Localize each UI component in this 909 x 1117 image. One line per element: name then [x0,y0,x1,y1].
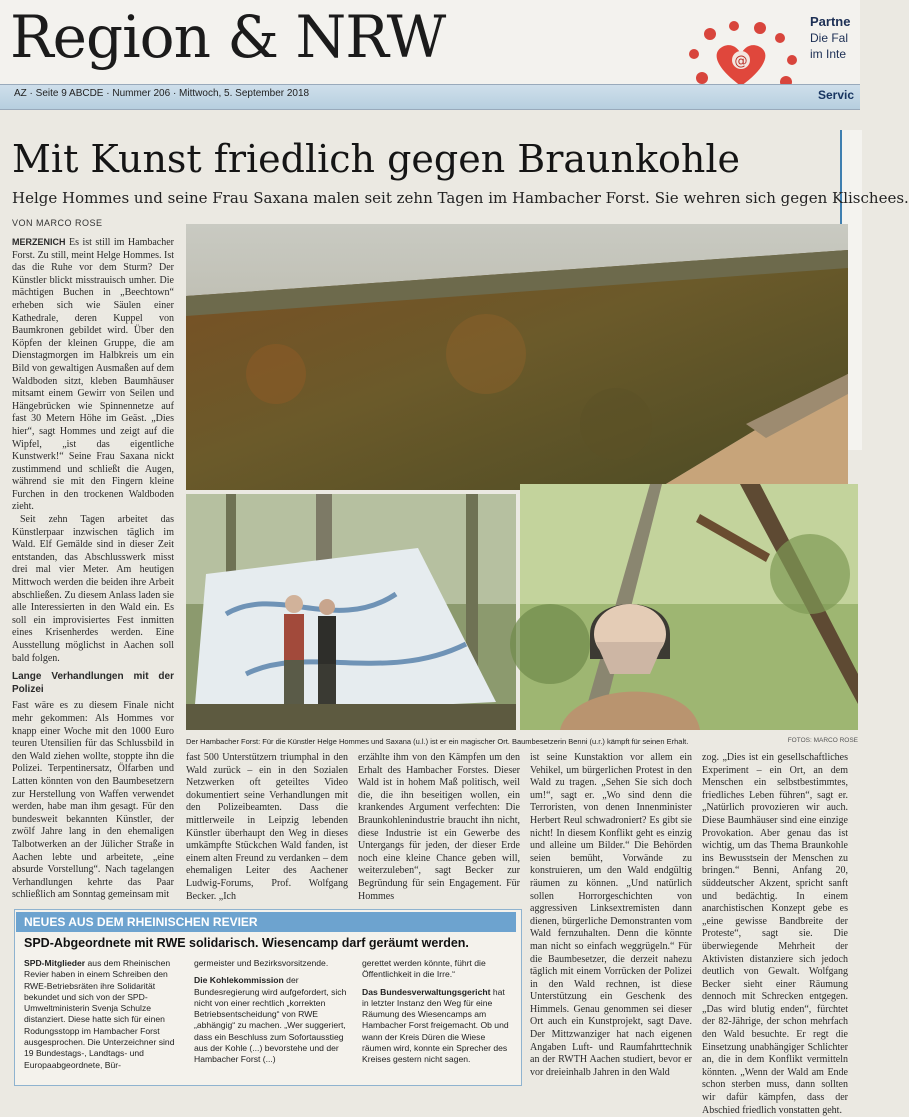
column-subheading: Lange Verhandlungen mit der Polizei [12,671,174,695]
ad-line: Die Fal [810,31,849,45]
news-box-column-2 [194,958,348,1080]
paragraph: ist seine Kunstaktion vor allem ein Vehikel, um bürgerlichen Protest in den Wald zu tragen. „Sehen Sie sich doch um!“, sagt er. „Wo sind denn die Terroristen, von denen Innenminister Herbert Reul schwadroniert? Es gibt sie nicht! In diesem Konflikt geht es einzig und alleine um Bilder.“ Die Behörden seien bemüht, Vorwände zu konstruieren, um den Wald endgültig räumen zu können. „Und natürlich sollen Horrorgeschichten von aggressiven Linksextremisten dann dienen, bürgerliche Demonstranten vom Wald fernzuhalten. Denn die könnte man nicht so einfach weggrügeln.“ Für die Baumbesetzer, die derzeit nahezu täglich mit einem Vorrücken der Polizei in den Wald rechnen, ist diese Unterstützung ein Geschenk des Himmels. Genau genommen sei dieser Ort auch ein Kunstprojekt, sagt Dave. Der Mittzwanziger hat nach eigenen Angaben Luft- und Raumfahrttechnik an der RWTH Aachen studiert, bevor er vor dreieinhalb Jahren in den Wald [530,752,692,1078]
tree-occupier-photo [520,484,858,730]
article-subhead: Helge Hommes und seine Frau Saxana malen seit zehn Tagen im Hambacher Forst. Sie wehren sich gegen Klischees. [12,189,909,207]
service-label: Servic [818,88,855,102]
paragraph: fast 500 Unterstützern triumphal in den Wald zurück – ein in den Sozialen Netzwerken oft geteiltes Video dokumentiert seine Verhandlungen mit den Polizeibeamten. Dass die mittlerweile in Leipzig lebenden Künstler überhaupt den Weg in dieses umkämpfte Stückchen Wald fanden, ist einem alten Freund zu verdanken – dem ehemaligen Leiter des Aachener Ludwig-Forums, Prof. Wolfgang Becker. „Ich [186,752,348,902]
photo-credit: FOTOS: MARCO ROSE [787,737,858,744]
artists-painting-photo [186,494,516,730]
paragraph: zog. „Dies ist ein gesellschaftliches Experiment – ein Ort, an dem Menschen ein selbstbestimmtes, friedliches Leben führen“, sagt er. „Natürlich provozieren wir auch. Diese Baumhäuser sind eine einzige Provokation. Aber genau das ist wichtig, um das Thema Braunkohle ins Bewusstsein der Menschen zu bringen.“ Benni, Anfang 20, süddeutscher Akzent, spricht sanft und bedächtig. In einem anarchistischen Konzept gebe es „eine gewisse Bandbreite der Proteste“, sagt sie. Die überwiegende Mehrheit der Aktivisten distanziere sich jedoch deutlich von Gewalt. Wolfgang Becker sieht einer Räumung dennoch mit Schrecken entgegen. „Das wird blutig enden“, fürchtet der 82-Jährige, der schon mehrfach den Wald besuchte. Er regt die Einsetzung unabhängiger Schlichter an, die in dem Konflikt vermitteln könnten. „Wenn der Wald am Ende schon sterben muss, dann sollten wir dafür kämpfen, dass der Abschied friedlich vonstatten geht. [702,752,848,1116]
article-column-4 [530,752,692,1086]
svg-text:@: @ [734,54,748,69]
dateline: MERZENICH [12,237,66,247]
news-text: germeister und Bezirksvorsitzende. [194,958,329,968]
news-box-column-1 [24,958,178,1080]
news-box-title: NEUES AUS DEM RHEINISCHEN REVIER [24,915,258,929]
caption-text: Der Hambacher Forst: Für die Künstler Helge Hommes und Saxana (u.l.) ist er ein magischer Ort. Baumbesetzerin Benni (u.r.) kämpft für seinen Erhalt. [186,737,689,746]
lead-in: Die Kohlekommission [194,975,284,986]
aerial-forest-photo [186,224,848,490]
section-title: Region & NRW [10,3,446,71]
news-text: gerettet werden könnte, führt die Öffentlichkeit in die Irre.“ [362,958,486,980]
article-column-5 [702,752,848,1116]
article-column-2 [186,752,348,904]
news-box-column-3 [362,958,512,1080]
lead-in: SPD-Mitglieder [24,958,86,968]
paragraph: Fast wäre es zu diesem Finale nicht mehr gekommen: Als Hommes vor knapp einer Woche mit den 1000 Euro teuren Utensilien für das Schlussbild in den Wald ziehen wollte, stoppte ihn die Polizei. Terpentinersatz, Ölfarben und Latten könnten von den Baumbesetzern zur Herstellung von Waffen verwendet werden, habe man ihm gesagt. Für den bundesweit bekannten Künstler, der zwölf Jahre lang in den ehemaligen Talbotwerken an der Jülicher Straße in Aachen lebte und arbeitete, „eine absurde Vorstellung“. Nach tagelangen Verhandlungen kehrte das Paar schließlich am Sonntag gemeinsam mit [12,700,174,901]
paragraph: erzählte ihm von den Kämpfen um den Erhalt des Hambacher Forstes. Dieser Wald ist in hohem Maß politisch, weil die, die ihn beseitigen wollen, ein krankendes Argument verfechten: Die Braunkohlenindustrie braucht ihn nicht, diese Industrie ist ein Gewerbe des Untergangs für jeden, der dieser Erde noch eine kleine Chance geben will, weiterzuleben“, sagt Becker zur Begründung für sein Engagement. Für Hommes [358,752,520,902]
news-text: hat in letzter Instanz den Weg für eine Räumung des Wiesencamps am Hambacher Forst freigemacht. Ob und wann der Kreis Düren die Wiese räumen wird, konnte ein Sprecher des Kreises gestern nicht sagen. [362,986,509,1065]
news-text: der Bundesregierung wird aufgefordert, sich nicht von einer rechtlich „korrekten Betriebsentscheidung“ von RWE „abhängig“ zu machen. „Wer suggeriert, dass ein Beschluss zum Sofortausstieg aus der Kohle (...) bevorstehe und der Hambacher Forst (...) [194,975,347,1065]
paragraph: Seit zehn Tagen arbeitet das Künstlerpaar inzwischen täglich im Wald. Elf Gemälde sind in dieser Zeit entstanden, das Abschlusswerk misst drei mal vier Meter. Am heutigen Mittwoch werden die beiden ihre Arbeit abschließen. Zu diesem Anlass laden sie alle Interessierten in den Wald ein. Es soll ein improvisiertes Fest inmitten eines Krisenherdes werden. Eine Ausstellung möglichst in Aachen soll bald folgen. [12,514,174,664]
ad-line: Partne [810,14,851,29]
news-box-headline: SPD-Abgeordnete mit RWE solidarisch. Wiesencamp darf geräumt werden. [24,936,469,950]
lead-in: Das Bundesverwaltungsgericht [362,986,491,997]
photo-caption [186,737,858,746]
article-byline: VON MARCO ROSE [12,218,103,228]
folio-line: AZ · Seite 9 ABCDE · Nummer 206 · Mittwoch, 5. September 2018 [14,88,310,99]
ad-line: im Inte [810,47,847,61]
news-text: aus dem Rheinischen Revier haben in einem Schreiben den RWE-Betriebsräten ihre Solidarität bekundet und sich von der SPD-Umweltministerin Svenja Schulze distanziert. Diese hatte sich für einen Rodungsstopp im Hambacher Forst ausgesprochen. Die Unterzeichner sind 19 Bundestags-, Landtags- und Europaabgeordnete, Bür- [24,958,175,1070]
partner-ad-teaser[interactable] [810,14,860,62]
paragraph: Es ist still im Hambacher Forst. Zu still, meint Helge Hommes. Ist das die Ruhe vor dem Sturm? Der Künstler blickt misstrauisch umher. Die mächtigen Buchen in „Beechtown“ erheben sich wie Säulen einer Kathedrale, deren Kuppel von Baumkronen gebildet wird. Über den Köpfen der kleinen Gruppe, die am Dienstagmorgen im Halbkreis um ein Bild von gewaltigen Ausmaßen auf dem Waldboden sitzt, kleben Baumhäuser mitsamt einem Gewirr von Seilen und Hängebrücken wie Spinnennetze auf fast 30 Metern Höhe im Geäst. „Dies hier“, sagt Hommes und zeigt auf die Wipfel, „ist das eigentliche Kunstwerk!“ Seine Frau Saxana nickt zustimmend und schließt die Augen, während sie mit den Fingern kleine Furchen in den trockenen Waldboden zieht. [12,237,175,513]
article-headline: Mit Kunst friedlich gegen Braunkohle [12,137,740,181]
article-column-1 [12,236,174,906]
article-column-3 [358,752,520,904]
